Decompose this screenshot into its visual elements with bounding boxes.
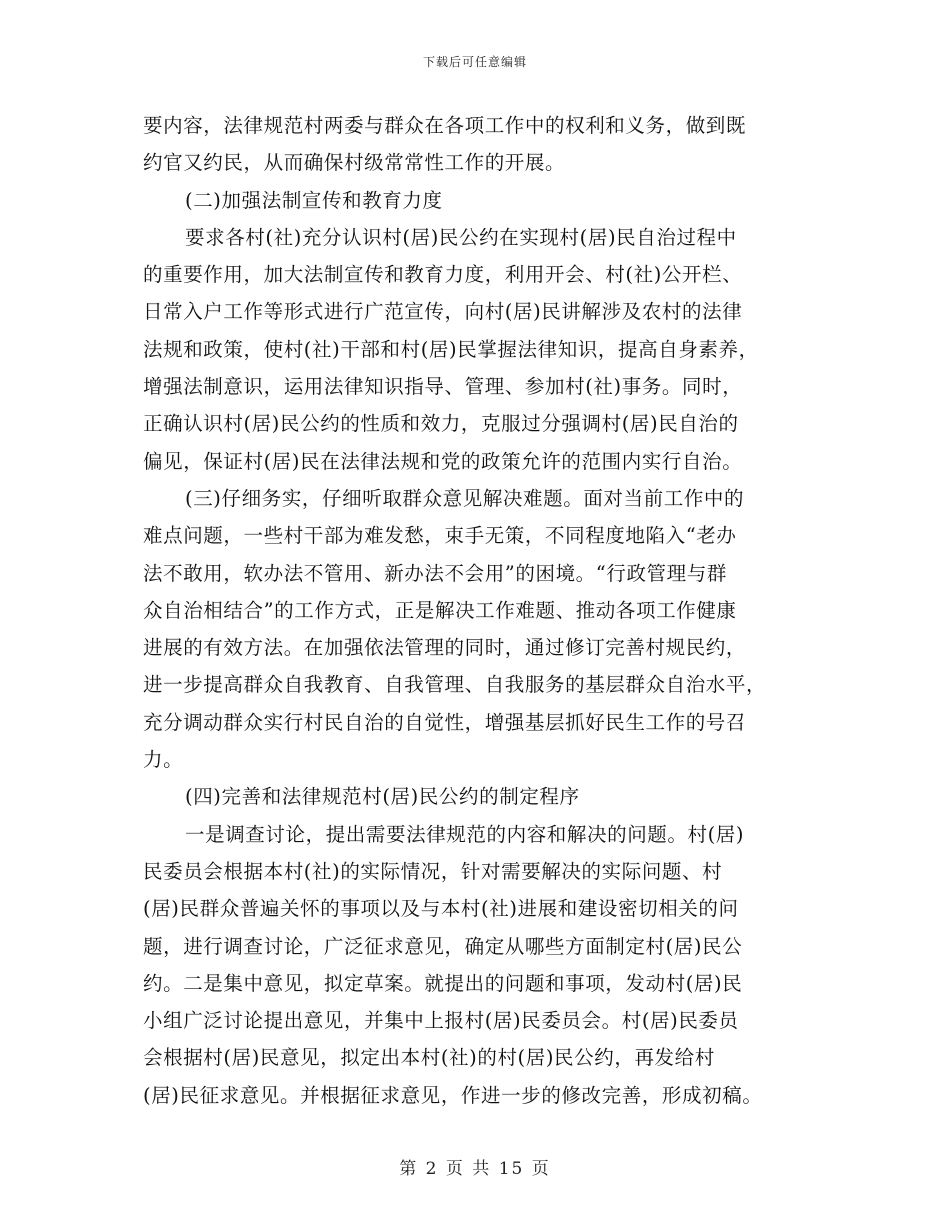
text-line: 法规和政策，使村(社)干部和村(居)民掌握法律知识，提高自身素养， (143, 337, 759, 361)
text-line: 难点问题，一些村干部为难发愁，束手无策，不同程度地陷入“老办 (143, 524, 737, 548)
text-line: 约官又约民，从而确保村级常常性工作的开展。 (143, 151, 566, 175)
page-header: 下载后可任意编辑 (422, 55, 527, 69)
text-line: (居)民群众普遍关怀的事项以及与本村(社)进展和建设密切相关的问 (143, 897, 739, 921)
page-total: 15 (498, 1159, 525, 1179)
text-line: (二)加强法制宣传和教育力度 (185, 188, 443, 212)
text-line: 进展的有效方法。在加强依法管理的同时，通过修订完善村规民约， (143, 636, 747, 660)
document-body (143, 107, 813, 1114)
text-line: 法不敢用，软办法不管用、新办法不会用”的困境。“行政管理与群 (143, 561, 727, 585)
footer-prefix: 第 (399, 1159, 419, 1179)
text-line: 增强法制意识，运用法律知识指导、管理、参加村(社)事务。同时， (143, 375, 743, 399)
text-line: 充分调动群众实行村民自治的自觉性，增强基层抓好民生工作的号召 (143, 710, 747, 734)
text-line: 众自治相结合”的工作方式，正是解决工作难题、推动各项工作健康 (143, 598, 737, 622)
text-line: 日常入户工作等形式进行广范宣传，向村(居)民讲解涉及农村的法律 (143, 300, 743, 324)
text-line: 小组广泛讨论提出意见，并集中上报村(居)民委员会。村(居)民委员 (143, 1009, 739, 1033)
text-line: 题，进行调查讨论，广泛征求意见，确定从哪些方面制定村(居)民公 (143, 934, 743, 958)
text-line: 力。 (143, 748, 184, 772)
text-line: (居)民征求意见。并根据征求意见，作进一步的修改完善，形成初稿。 (143, 1083, 763, 1107)
text-line: 要求各村(社)充分认识村(居)民公约在实现村(居)民自治过程中 (185, 225, 737, 249)
text-line: (三)仔细务实，仔细听取群众意见解决难题。面对当前工作中的 (185, 486, 745, 510)
text-line: 进一步提高群众自我教育、自我管理、自我服务的基层群众自治水平， (143, 673, 767, 697)
text-line: 民委员会根据本村(社)的实际情况，针对需要解决的实际问题、村 (143, 859, 723, 883)
text-line: 约。二是集中意见，拟定草案。就提出的问题和事项，发动村(居)民 (143, 971, 743, 995)
text-line: 会根据村(居)民意见，拟定出本村(社)的村(居)民公约，再发给村 (143, 1046, 715, 1070)
page-footer (0, 1154, 950, 1179)
text-line: 正确认识村(居)民公约的性质和效力，克服过分强调村(居)民自治的 (143, 412, 739, 436)
text-line: 一是调查讨论，提出需要法律规范的内容和解决的问题。村(居) (185, 822, 745, 846)
footer-suffix: 页 (531, 1159, 551, 1179)
footer-middle: 页 共 (445, 1159, 492, 1179)
text-line: 偏见，保证村(居)民在法律法规和党的政策允许的范围内实行自治。 (143, 449, 743, 473)
text-line: 的重要作用，加大法制宣传和教育力度，利用开会、村(社)公开栏、 (143, 263, 743, 287)
text-line: 要内容，法律规范村两委与群众在各项工作中的权利和义务，做到既 (143, 114, 747, 137)
text-line: (四)完善和法律规范村(居)民公约的制定程序 (185, 785, 580, 809)
page-number: 2 (425, 1159, 439, 1179)
